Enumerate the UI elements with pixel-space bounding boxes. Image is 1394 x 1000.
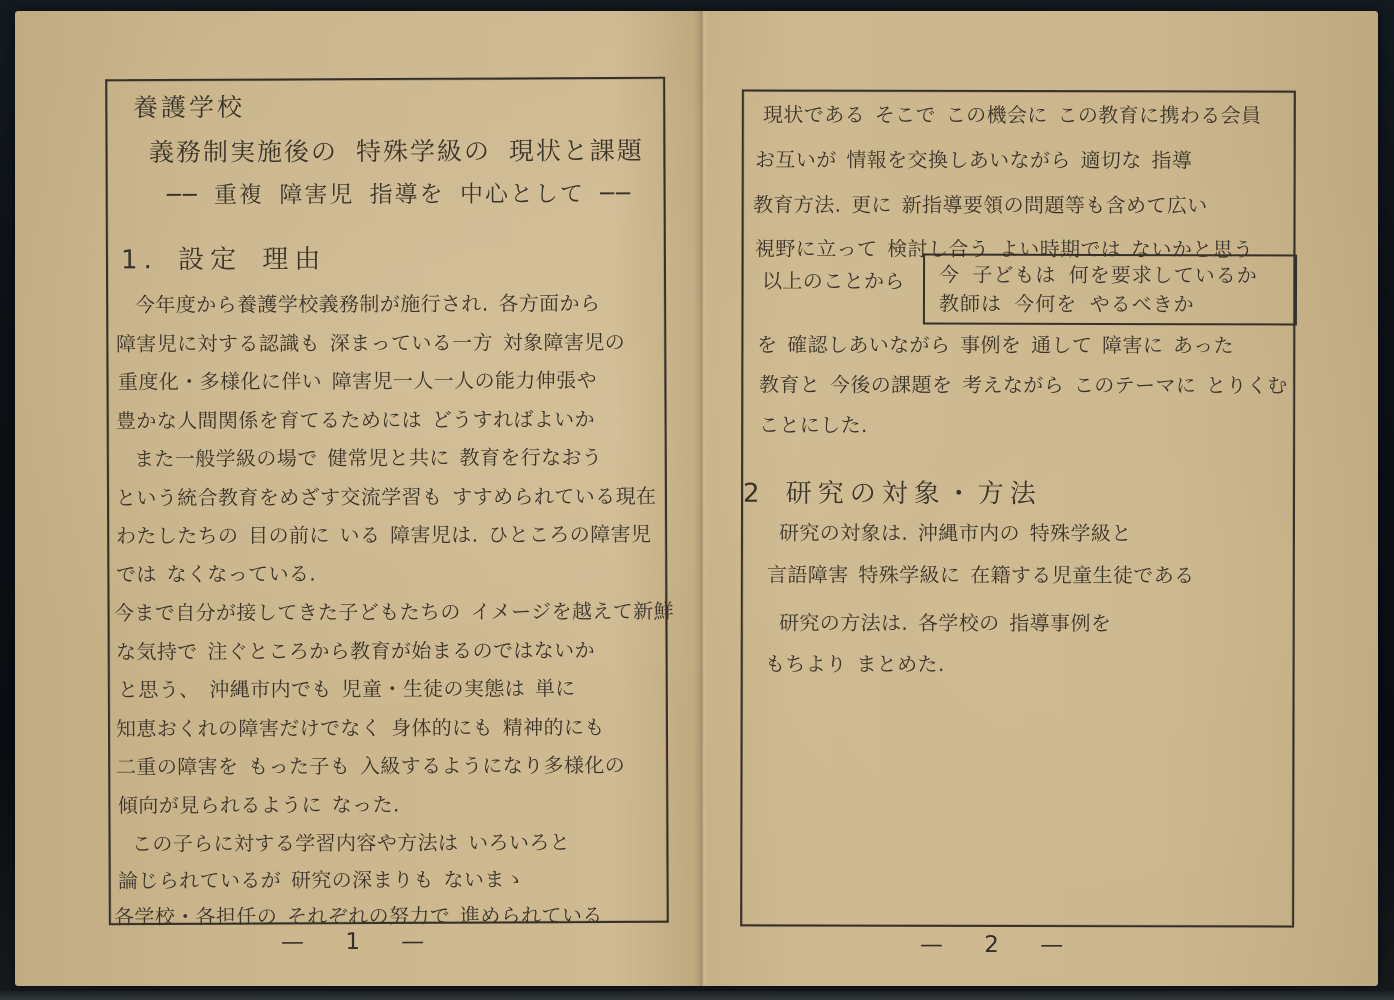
body-line: この子らに対する学習内容や方法は いろいろと — [131, 830, 571, 856]
body-line: 傾向が見られるように なった. — [117, 792, 400, 818]
body-line: 言語障害 特殊学級に 在籍する児童生徒である — [766, 562, 1195, 588]
scan-bottom-edge — [0, 991, 1394, 1000]
body-line: わたしたちの 目の前に いる 障害児は. ひところの障害児 — [115, 522, 652, 548]
doc-title: 義務制実施後の 特殊学級の 現状と課題 — [148, 136, 644, 167]
body-line: 重度化・多様化に伴い 障害児一人一人の能力伸張や — [117, 368, 598, 394]
body-line: お互いが 情報を交換しあいながら 適切な 指導 — [754, 147, 1193, 173]
body-line: 研究の方法は. 各学校の 指導事例を — [778, 610, 1112, 636]
body-line: な気持で 注ぐところから教育が始まるのではないか — [115, 638, 596, 664]
body-line: 各学校・各担任の それぞれの努力で 進められている — [113, 903, 603, 929]
body-line: 現状である そこで この機会に この教育に携わる会員 — [762, 102, 1262, 128]
body-line: 知恵おくれの障害だけでなく 身体的にも 精神的にも — [115, 715, 605, 741]
body-line: 研究の対象は. 沖縄市内の 特殊学級と — [778, 520, 1132, 546]
binding-crease — [693, 11, 709, 986]
body-line: と思う、 沖縄市内でも 児童・生徒の実態は 単に — [117, 676, 576, 702]
body-line: 論じられているが 研究の深まりも ないまゝ — [117, 867, 526, 893]
body-line: では なくなっている. — [115, 561, 317, 587]
body-line: 教育と 今後の課題を 考えながら このテーマに とりくむ — [758, 372, 1288, 398]
body-line: また一般学級の場で 健常児と共に 教育を行なおう — [133, 445, 603, 471]
doc-subtitle: ── 重複 障害児 指導を 中心として ── — [166, 181, 633, 209]
body-line: 今年度から養護学校義務制が施行され. 各方面から — [134, 291, 601, 317]
boxed-note-line: 今 子どもは 何を要求しているか — [939, 262, 1258, 288]
body-line: 二重の障害を もった子も 入級するようになり多様化の — [115, 753, 626, 779]
boxed-note-line: 教師は 今何を やるべきか — [938, 291, 1195, 317]
section-1-heading: 1. 設定 理由 — [120, 244, 327, 276]
left-page-number: — 1 — — [280, 928, 434, 956]
lead-in-line: 以上のことから — [761, 268, 905, 294]
body-line: もちより まとめた. — [764, 651, 945, 677]
doc-header: 養護学校 — [132, 92, 246, 123]
section-2-heading: 2 研究の対象・方法 — [742, 478, 1042, 510]
body-line: を 確認しあいながら 事例を 通して 障害に あった — [756, 332, 1235, 358]
body-line: 教育方法. 更に 新指導要領の問題等も含めて広い — [752, 192, 1208, 218]
body-line: 視野に立って 検討し合う よい時期では ないかと思う — [754, 236, 1254, 262]
body-line: 障害児に対する認識も 深まっている一方 対象障害児の — [115, 330, 626, 356]
body-line: という統合教育をめざす交流学習も すすめられている現在 — [115, 484, 657, 510]
body-line: 豊かな人間関係を育てるためには どうすればよいか — [115, 407, 596, 433]
paper-spread — [15, 11, 1378, 986]
right-page-number: — 2 — — [919, 931, 1073, 959]
body-line: 今まで自分が接してきた子どもたちの イメージを越えて新鮮 — [113, 599, 675, 625]
boxed-note — [923, 254, 1297, 326]
body-line: ことにした. — [758, 412, 868, 438]
